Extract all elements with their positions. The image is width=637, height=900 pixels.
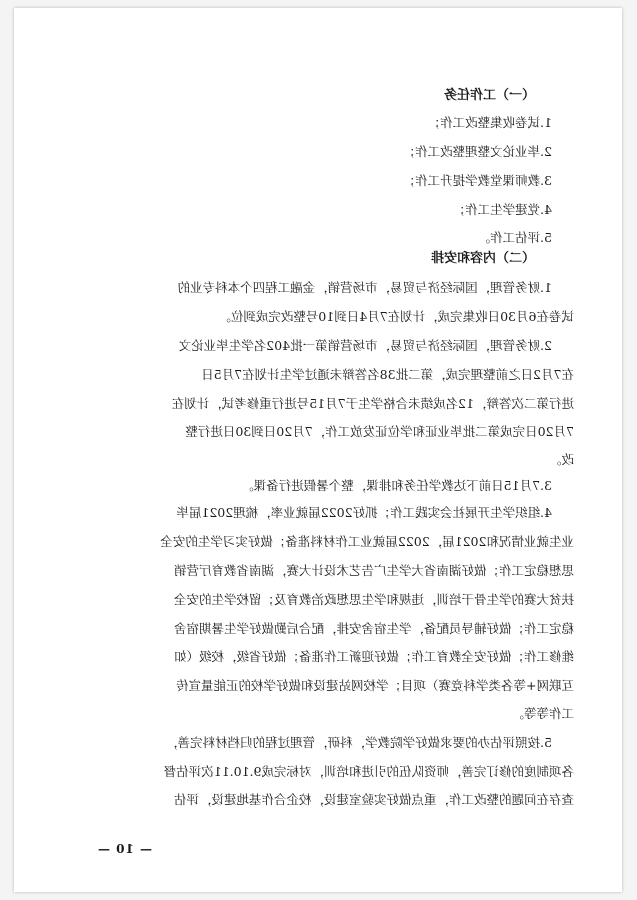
paragraph-line: 稳定工作；做好辅导员配备，学生宿舍安排，配合后勤做好学生暑期宿舍 <box>173 621 574 636</box>
paragraph-line: 改。 <box>548 452 574 467</box>
section-heading-tasks: （一）工作任务 <box>443 88 535 103</box>
paragraph-line: 进行第二次答辩，12名成绩未合格学生于7月15号进行重修考试，计划在 <box>171 396 574 411</box>
task-item: 4.党建学生工作； <box>452 202 552 217</box>
paragraph-line: 业生就业情况和2021届，2022届就业工作材料准备；做好实习学生的安全 <box>160 534 574 549</box>
paragraph-line: 5.按照评估办的要求做好学院教学，科研，管理过程的归档材料完善， <box>165 735 552 750</box>
paragraph-line: 思想稳定工作；做好湖南省大学生广告艺术设计大赛，湖南省教育厅营销 <box>173 563 574 578</box>
paragraph-line: 1.财务管理，国际经济与贸易，市场营销，金融工程四个本科专业的 <box>177 280 552 295</box>
paragraph-line: 7月20日完成第二批毕业证和学位证发放工作，7月20日到30日进行整 <box>185 424 574 439</box>
mirrored-scan <box>14 8 622 892</box>
task-item: 2.毕业论文整理整改工作； <box>402 144 552 159</box>
paragraph-line: 3.7月15日前下达教学任务和排课，整个暑假进行备课。 <box>241 478 552 493</box>
paragraph-line: 2.财务管理，国际经济与贸易，市场营销第一批402名学生毕业论文 <box>178 338 552 353</box>
paragraph-line: 各项制度的修订完善，师资队伍的引进和培训，对标完成9.10.11次评估督 <box>163 764 574 779</box>
paragraph-line: 4.组织学生开展社会实践工作；抓好2022届就业率，梳理2021届毕 <box>176 505 552 520</box>
paragraph-line: 互联网+等各类学科竞赛）项目；学校网站建设和做好学校的正能量宣传 <box>176 678 574 693</box>
paragraph-line: 试卷在6月30日收集完成，计划在7月4日到10号整改完成到位。 <box>218 309 574 324</box>
task-item: 5.评估工作。 <box>477 230 552 245</box>
paragraph-line: 维修工作；做好安全教育工作；做好迎新工作准备；做好省级，校级（如 <box>173 649 574 664</box>
paragraph-line: 查存在问题的整改工作，重点做好实验室建设，校企合作基地建设，评估 <box>173 792 574 807</box>
paragraph-line: 在7月2日之前整理完成，第二批38名答辩未通过学生计划在7月5日 <box>201 367 574 382</box>
task-item: 3.教师课堂教学提升工作； <box>402 173 552 188</box>
paragraph-line: 工作等等。 <box>511 706 574 721</box>
document-page <box>14 8 622 892</box>
section-heading-arrangement: （二）内容和安排 <box>430 251 535 266</box>
paragraph-line: 扶贫大赛的学生骨干培训，违规和学生思想政治教育及；留校学生的安全 <box>173 592 574 607</box>
page-number: — 10 — <box>96 842 152 856</box>
task-item: 1.试卷收集整改工作； <box>427 115 552 130</box>
